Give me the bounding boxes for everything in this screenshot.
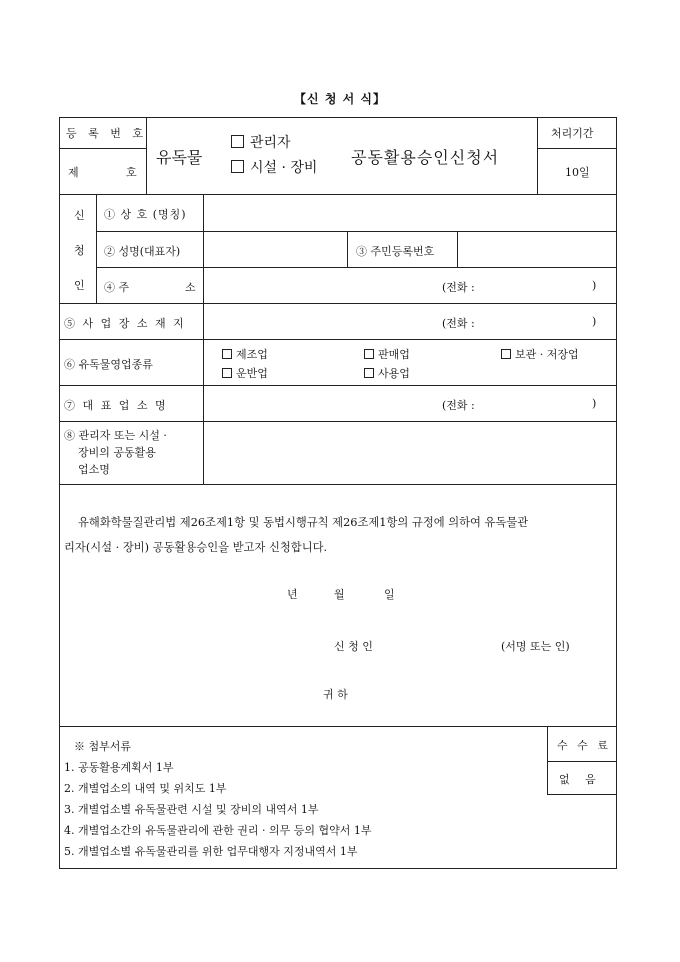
statement-line-1: 유해화학물질관리법 제26조제1항 및 동법시행규칙 제26조제1항의 규정에 의하여 유독물관 — [78, 516, 529, 529]
transport-checkbox[interactable] — [222, 368, 232, 378]
address-input[interactable] — [210, 276, 435, 296]
shared-office-input[interactable] — [210, 428, 610, 478]
attachment-item-5: 5. 개별업소별 유독물관리를 위한 업무대행자 지정내역서 1부 — [64, 845, 358, 858]
business-type-option-use[interactable] — [364, 365, 410, 381]
address-label-a: ④ 주 — [104, 281, 130, 294]
option-facility[interactable] — [231, 157, 317, 177]
business-name-input[interactable] — [210, 204, 610, 224]
processing-period-label: 처리기간 — [551, 127, 594, 140]
form-title: 공동활용승인신청서 — [351, 148, 500, 167]
applicant-signature-label: 신 청 인 — [334, 640, 373, 653]
fee-label: 수 수 료 — [557, 739, 611, 752]
subject-label-b: 호 — [126, 166, 137, 179]
attachments-heading: ※ 첨부서류 — [74, 740, 132, 753]
attachment-item-1: 1. 공동활용계획서 1부 — [64, 761, 174, 774]
business-type-label: ⑥ 유독물영업종류 — [64, 358, 153, 371]
representative-office-phone-close: ) — [592, 397, 597, 410]
sales-label: 판매업 — [378, 348, 410, 361]
addressee-label: 귀 하 — [323, 688, 348, 701]
transport-label: 운반업 — [236, 367, 268, 380]
business-location-phone-label: (전화 : — [442, 317, 475, 330]
representative-office-label: ⑦ 대 표 업 소 명 — [64, 399, 168, 412]
address-label-b: 소 — [185, 281, 196, 294]
attachment-item-4: 4. 개별업소간의 유독물관리에 관한 권리 · 의무 등의 협약서 1부 — [64, 824, 372, 837]
representative-label: ② 성명(대표자) — [104, 245, 181, 258]
page-title: 【신 청 서 식】 — [294, 92, 386, 106]
option-facility-label: 시설 · 장비 — [250, 160, 318, 176]
fee-value: 없 음 — [559, 773, 602, 786]
facility-checkbox[interactable] — [231, 160, 244, 173]
shared-office-label-line-3: 업소명 — [78, 463, 110, 476]
resident-number-input[interactable] — [464, 240, 609, 260]
date-year-label: 년 — [287, 588, 298, 601]
storage-checkbox[interactable] — [501, 349, 511, 359]
option-manager-label: 관리자 — [250, 135, 291, 151]
business-type-option-storage[interactable] — [501, 346, 579, 362]
business-location-input[interactable] — [210, 312, 435, 332]
storage-label: 보관 · 저장업 — [515, 348, 579, 361]
resident-number-label: ③ 주민등록번호 — [356, 245, 435, 258]
statement-line-2: 리자(시설 · 장비) 공동활용승인을 받고자 신청합니다. — [64, 541, 328, 554]
applicant-side-char-1: 신 — [74, 209, 85, 222]
sales-checkbox[interactable] — [364, 349, 374, 359]
business-type-option-manufacturing[interactable] — [222, 346, 268, 362]
manager-checkbox[interactable] — [231, 135, 244, 148]
business-type-option-transport[interactable] — [222, 365, 268, 381]
signature-hint: (서명 또는 인) — [501, 640, 570, 653]
use-label: 사용업 — [378, 367, 410, 380]
applicant-side-char-2: 청 — [74, 244, 85, 257]
business-type-option-sales[interactable] — [364, 346, 410, 362]
subject-label-a: 제 — [68, 166, 79, 179]
address-phone-label: (전화 : — [442, 281, 475, 294]
business-location-phone-close: ) — [592, 315, 597, 328]
form-prefix: 유독물 — [156, 148, 203, 167]
address-phone-close: ) — [592, 279, 597, 292]
representative-office-phone-label: (전화 : — [442, 399, 475, 412]
attachment-item-2: 2. 개별업소의 내역 및 위치도 1부 — [64, 782, 227, 795]
date-day-label: 일 — [384, 588, 395, 601]
application-form — [59, 117, 617, 869]
manufacturing-checkbox[interactable] — [222, 349, 232, 359]
applicant-side-char-3: 인 — [74, 279, 85, 292]
business-name-label: ① 상 호 (명칭) — [104, 208, 187, 221]
use-checkbox[interactable] — [364, 368, 374, 378]
attachment-item-3: 3. 개별업소별 유독물관련 시설 및 장비의 내역서 1부 — [64, 803, 319, 816]
manufacturing-label: 제조업 — [236, 348, 268, 361]
business-location-label: ⑤ 사 업 장 소 재 지 — [64, 317, 186, 330]
representative-office-input[interactable] — [210, 394, 435, 414]
date-month-label: 월 — [334, 588, 345, 601]
option-manager[interactable] — [231, 132, 291, 152]
registration-number-label: 등 록 번 호 — [66, 127, 147, 140]
shared-office-label-line-1: ⑧ 관리자 또는 시설 · — [64, 429, 167, 442]
representative-input[interactable] — [210, 240, 340, 260]
shared-office-label-line-2: 장비의 공동활용 — [78, 446, 156, 459]
processing-period-value: 10일 — [565, 166, 590, 179]
